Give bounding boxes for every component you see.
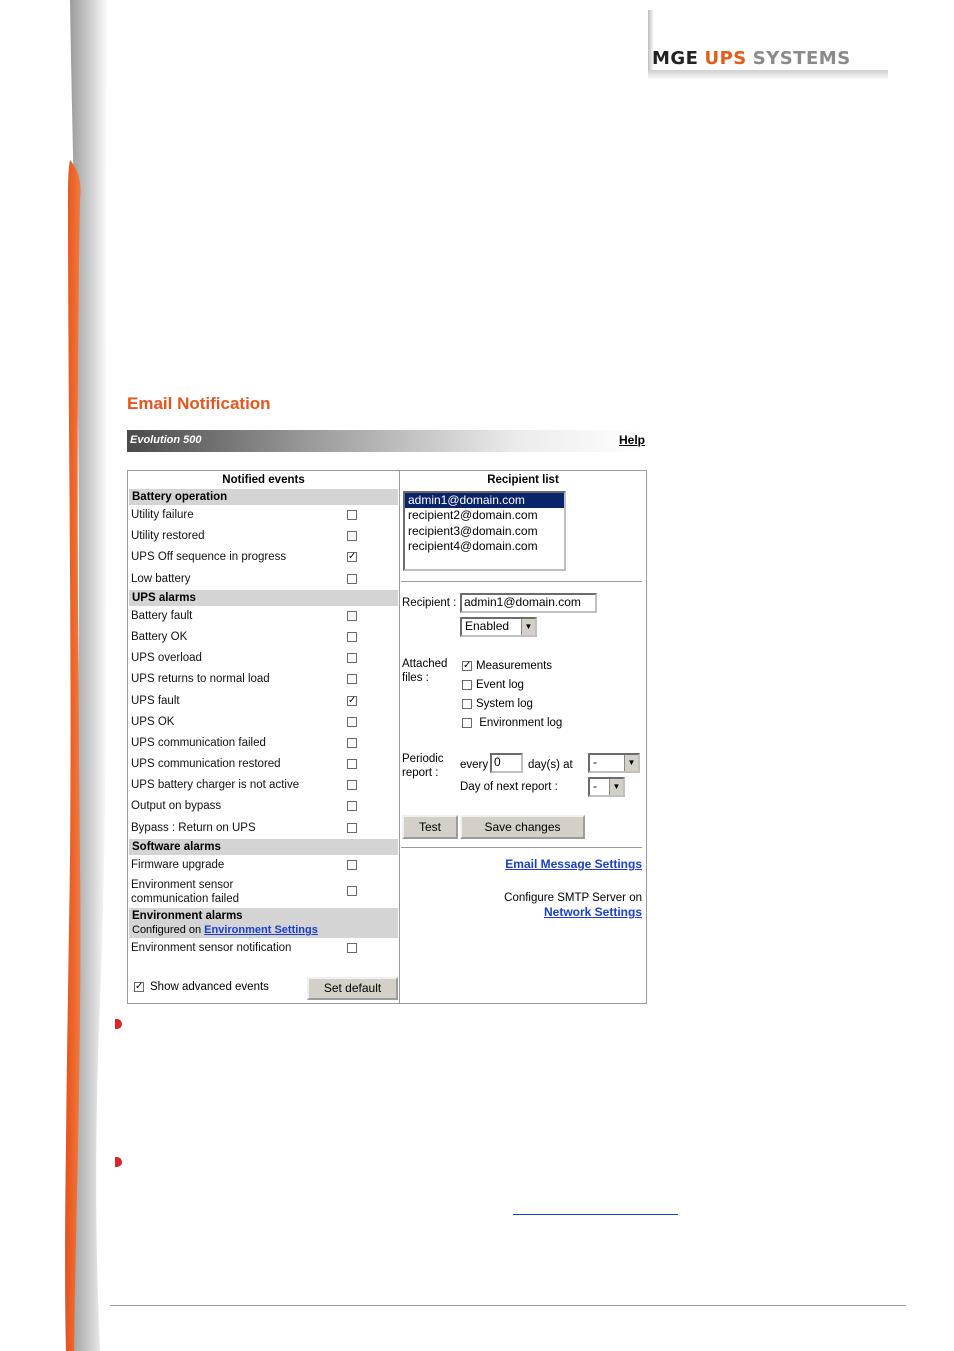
event-checkbox[interactable] — [347, 780, 357, 790]
next-select-value: - — [593, 779, 597, 793]
report-time-select[interactable] — [588, 753, 640, 773]
decorative-swoosh — [0, 0, 130, 1351]
show-advanced-row — [134, 981, 269, 993]
show-advanced-label: Show advanced events — [150, 981, 269, 993]
device-header-bar — [127, 430, 647, 452]
event-bypass-return — [128, 818, 399, 839]
recipient-label: Recipient : — [402, 597, 457, 609]
email-message-settings-link[interactable]: Email Message Settings — [505, 857, 642, 871]
dropdown-arrow-icon[interactable]: ▼ — [609, 779, 623, 795]
divider — [401, 847, 642, 848]
event-ups-returns-normal — [128, 669, 399, 690]
attach-checkbox[interactable] — [462, 699, 472, 709]
event-utility-failure — [128, 505, 399, 526]
recipient-item[interactable]: recipient4@domain.com — [408, 539, 538, 554]
attached-label-line1: Attached — [402, 658, 448, 670]
event-label: Bypass : Return on UPS — [131, 821, 256, 834]
event-label: Battery fault — [131, 609, 193, 622]
event-label: Battery OK — [131, 630, 188, 643]
event-checkbox[interactable] — [347, 611, 357, 621]
recipient-item[interactable]: recipient2@domain.com — [408, 508, 538, 523]
event-checkbox[interactable] — [347, 943, 357, 953]
help-link[interactable]: Help — [618, 433, 645, 447]
attached-files-label — [402, 657, 447, 685]
event-checkbox[interactable] — [347, 738, 357, 748]
every-days-input[interactable]: 0 — [490, 753, 523, 773]
device-name: Evolution 500 — [130, 434, 202, 446]
event-checkbox[interactable] — [347, 674, 357, 684]
dropdown-arrow-icon[interactable]: ▼ — [521, 619, 535, 635]
logo-ups: UPS — [704, 48, 747, 69]
recipient-item[interactable]: recipient3@domain.com — [408, 523, 538, 538]
attach-label: Measurements — [476, 660, 553, 672]
event-low-battery — [128, 569, 399, 590]
event-checkbox[interactable] — [347, 860, 357, 870]
attach-checkbox-checked[interactable]: ✓ — [463, 659, 472, 671]
notified-events-title: Notified events — [222, 474, 305, 486]
every-label: every — [460, 759, 489, 771]
recipient-list-title: Recipient list — [487, 474, 559, 486]
recipient-column — [400, 471, 646, 1003]
test-button[interactable]: Test — [402, 815, 458, 839]
section-software-alarms: Software alarms — [129, 839, 398, 855]
logo-systems: SYSTEMS — [752, 48, 851, 69]
divider — [401, 581, 642, 582]
event-ups-ok — [128, 712, 399, 733]
event-label: UPS battery charger is not active — [131, 779, 300, 792]
attach-event-log — [462, 679, 524, 691]
event-checkbox[interactable] — [347, 510, 357, 520]
attach-label: Environment log — [479, 717, 563, 729]
event-label: UPS returns to normal load — [131, 673, 270, 686]
periodic-report-label — [402, 752, 444, 780]
event-utility-restored — [128, 526, 399, 547]
attached-label-line2: files : — [402, 672, 429, 684]
network-settings-link[interactable]: Network Settings — [543, 905, 642, 919]
set-default-button[interactable]: Set default — [307, 977, 398, 1000]
event-checkbox[interactable] — [347, 632, 357, 642]
event-battery-ok — [128, 627, 399, 648]
logo-mge: MGE — [652, 48, 699, 69]
attach-system-log — [462, 698, 533, 710]
periodic-label-line2: report : — [402, 767, 439, 779]
event-label: Utility failure — [131, 509, 194, 521]
attach-checkbox[interactable] — [462, 718, 472, 728]
attach-environment-log — [462, 717, 562, 729]
event-env-sensor-failed — [128, 876, 399, 908]
event-checkbox[interactable] — [347, 823, 357, 833]
event-checkbox-checked[interactable]: ✓ — [348, 551, 357, 563]
periodic-label-line1: Periodic — [402, 753, 444, 765]
event-env-sensor-notification — [128, 938, 399, 959]
event-label: UPS OK — [131, 715, 175, 728]
section-environment-alarms: Environment alarms — [129, 908, 398, 924]
event-checkbox[interactable] — [347, 801, 357, 811]
attach-label: System log — [476, 698, 533, 710]
event-checkbox[interactable] — [347, 653, 357, 663]
event-checkbox[interactable] — [347, 759, 357, 769]
logo-text — [652, 48, 851, 69]
event-checkbox[interactable] — [347, 531, 357, 541]
recipient-item-selected[interactable]: admin1@domain.com — [405, 493, 564, 508]
environment-settings-link[interactable]: Environment Settings — [204, 924, 318, 936]
section-battery-operation: Battery operation — [129, 489, 398, 505]
status-select-value: Enabled — [465, 619, 510, 633]
save-changes-button[interactable]: Save changes — [460, 815, 585, 839]
event-label: Low battery — [131, 572, 191, 585]
recipient-listbox[interactable] — [403, 491, 566, 571]
event-label: Utility restored — [131, 530, 205, 543]
event-charger-not-active — [128, 775, 399, 796]
dropdown-arrow-icon[interactable]: ▼ — [624, 755, 638, 771]
event-checkbox[interactable] — [347, 574, 357, 584]
event-label: UPS Off sequence in progress — [131, 551, 287, 564]
event-ups-comm-failed — [128, 733, 399, 754]
attach-label: Event log — [476, 679, 524, 691]
section-ups-alarms: UPS alarms — [129, 590, 398, 606]
notification-panel — [127, 470, 647, 1004]
event-ups-comm-restored — [128, 754, 399, 775]
event-firmware-upgrade — [128, 855, 399, 876]
event-label: UPS overload — [131, 652, 202, 665]
underline-link-stub[interactable] — [513, 1214, 678, 1215]
event-label: UPS fault — [131, 694, 180, 707]
event-label-line2: communication failed — [131, 893, 240, 905]
time-select-value: - — [593, 755, 597, 769]
environment-configured-note — [129, 924, 398, 938]
event-label: UPS communication failed — [131, 736, 266, 749]
event-checkbox[interactable] — [347, 717, 357, 727]
logo-bar — [648, 70, 888, 80]
notified-events-column — [128, 471, 400, 1003]
next-report-label: Day of next report : — [460, 781, 558, 793]
footer-divider — [110, 1305, 906, 1306]
event-output-bypass — [128, 796, 399, 817]
event-checkbox-checked[interactable]: ✓ — [348, 694, 357, 706]
attach-measurements — [462, 660, 552, 672]
company-logo — [640, 10, 900, 80]
next-report-select[interactable] — [588, 777, 625, 797]
event-label-line1: Environment sensor — [131, 879, 234, 891]
event-ups-fault — [128, 691, 399, 712]
event-label: UPS communication restored — [131, 758, 281, 771]
event-checkbox[interactable] — [347, 886, 357, 896]
event-ups-overload — [128, 648, 399, 669]
days-at-label: day(s) at — [528, 759, 573, 771]
recipient-email-input[interactable]: admin1@domain.com — [460, 593, 597, 613]
configured-on-text: Configured on — [132, 924, 202, 936]
event-battery-fault — [128, 606, 399, 627]
show-advanced-checkbox[interactable]: ✓ — [135, 980, 144, 992]
event-label: Output on bypass — [131, 800, 222, 813]
event-label: Environment sensor notification — [131, 942, 292, 954]
event-label: Firmware upgrade — [131, 858, 225, 871]
event-ups-off-sequence — [128, 547, 399, 568]
smtp-config-text: Configure SMTP Server on — [504, 892, 642, 904]
recipient-status-select[interactable] — [460, 617, 537, 637]
attach-checkbox[interactable] — [462, 680, 472, 690]
page-title: Email Notification — [127, 394, 271, 413]
